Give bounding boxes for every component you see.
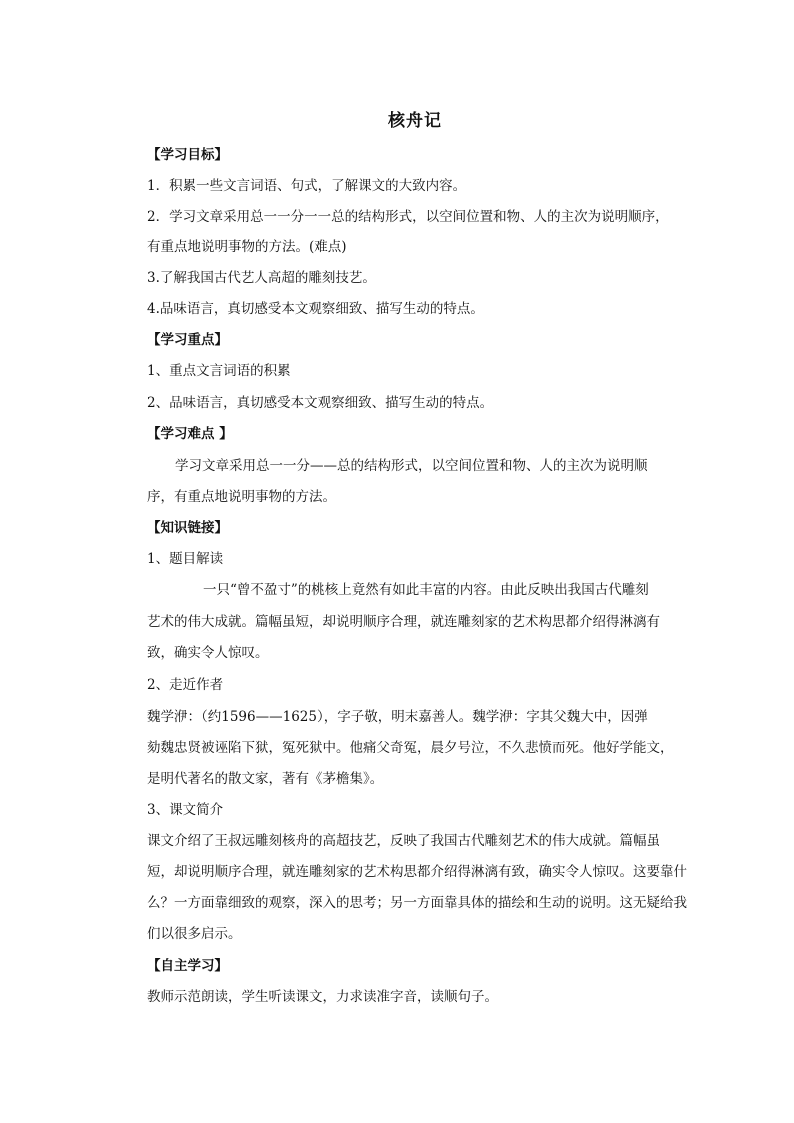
summary-text-4: 们以很多启示。: [147, 926, 242, 942]
section-heading-learning-goals: 【学习目标】: [147, 147, 228, 163]
goal-item-4: 4.品味语言，真切感受本文观察细致、描写生动的特点。: [147, 301, 484, 317]
subheading-title-interpretation: 1、题目解读: [147, 551, 224, 567]
author-text-3: 是明代著名的散文家，著有《茅檐集》。: [147, 771, 384, 787]
key-point-2: 2、品味语言，真切感受本文观察细致、描写生动的特点。: [147, 395, 494, 411]
difficulty-text: 学习文章采用总一一分——总的结构形式，以空间位置和物、人的主次为说明顺: [175, 458, 648, 474]
subheading-text-summary: 3、课文简介: [147, 802, 224, 818]
key-point-1: 1、重点文言词语的积累: [147, 363, 291, 379]
summary-text-3: 么？一方面靠细致的观察，深入的思考；另一方面靠具体的描绘和生动的说明。这无疑给我: [147, 895, 687, 911]
section-heading-self-study: 【自主学习】: [147, 958, 228, 974]
subheading-author: 2、走近作者: [147, 677, 224, 693]
title-interpretation-text: 一只“曾不盈寸”的桃核上竟然有如此丰富的内容。由此反映出我国古代雕刻: [203, 582, 649, 598]
title-interpretation-text-2: 艺术的伟大成就。篇幅虽短，却说明顺序合理，就连雕刻家的艺术构思都介绍得淋漓有: [147, 614, 660, 630]
summary-text: 课文介绍了王叔远雕刻核舟的高超技艺，反映了我国古代雕刻艺术的伟大成就。篇幅虽: [147, 833, 660, 849]
summary-text-2: 短，却说明顺序合理，就连雕刻家的艺术构思都介绍得淋漓有致，确实令人惊叹。这要靠什: [147, 864, 687, 880]
section-heading-knowledge-links: 【知识链接】: [147, 520, 228, 536]
section-heading-difficulties: 【学习难点 】: [147, 426, 233, 442]
author-text: 魏学洢：（约1596——1625），字子敬，明末嘉善人。魏学洢：字其父魏大中，因弹: [147, 709, 648, 725]
difficulty-text-cont: 序，有重点地说明事物的方法。: [147, 489, 336, 505]
goal-item-3: 3.了解我国古代艺人高超的雕刻技艺。: [147, 270, 376, 286]
author-text-2: 劾魏忠贤被诬陷下狱，冤死狱中。他痛父奇冤，晨夕号泣，不久悲愤而死。他好学能文，: [147, 740, 674, 756]
goal-item-2: 2．学习文章采用总一一分一一总的结构形式，以空间位置和物、人的主次为说明顺序，: [147, 209, 669, 225]
self-study-text: 教师示范朗读，学生听读课文，力求读准字音，读顺句子。: [147, 989, 498, 1005]
goal-item-1: 1．积累一些文言词语、句式，了解课文的大致内容。: [147, 178, 467, 194]
section-heading-key-points: 【学习重点】: [147, 332, 228, 348]
page-title: 核舟记: [388, 111, 442, 131]
goal-item-2-cont: 有重点地说明事物的方法。(难点): [147, 239, 347, 255]
title-interpretation-text-3: 致，确实令人惊叹。: [147, 645, 269, 661]
